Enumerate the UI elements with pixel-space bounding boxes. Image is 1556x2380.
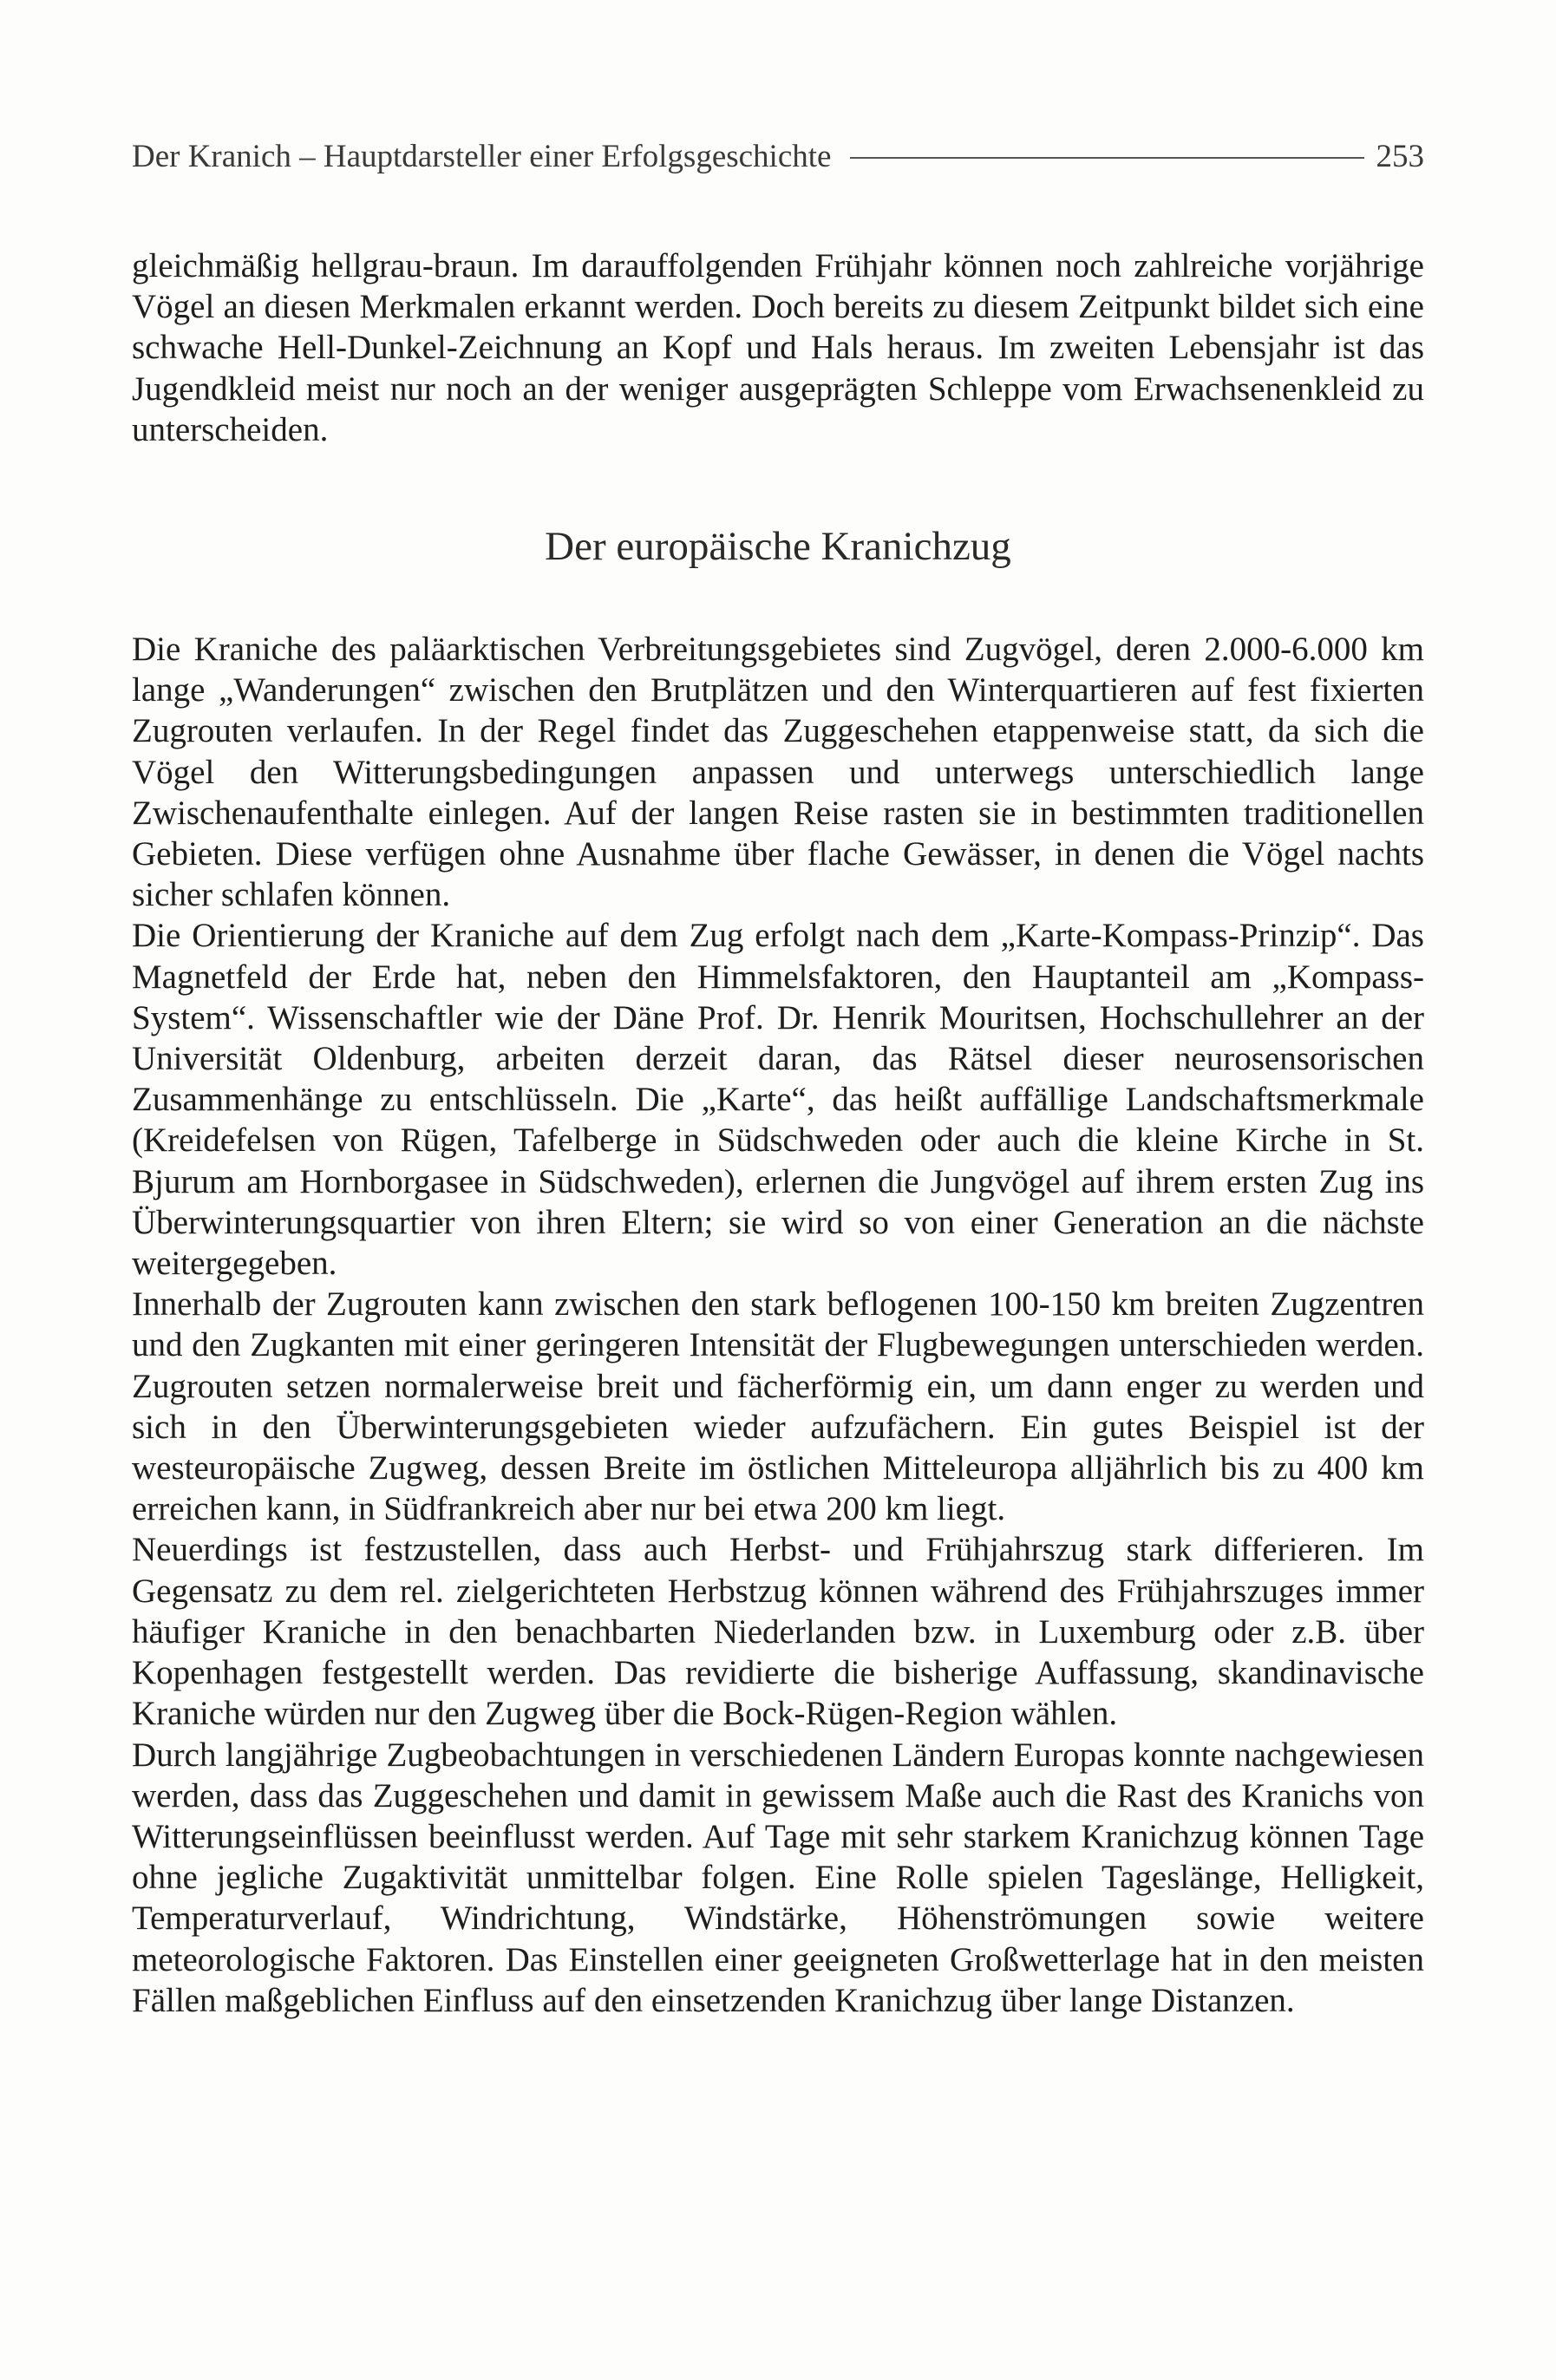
section-heading: Der europäische Kranichzug	[545, 524, 1011, 570]
running-title: Der Kranich – Hauptdarsteller einer Erfolgsgeschichte	[132, 138, 832, 174]
intro-paragraph: gleichmäßig hellgrau-braun. Im darauffolgenden Frühjahr können noch zahlreiche vorjährige Vögel an diesen Merkmalen erkannt werden. Doch bereits zu diesem Zeitpunkt bildet sich eine schwache Hell-Dunkel-Zeichnung an Kopf und Hals heraus. Im zweiten Lebensjahr ist das Jugendkleid meist nur noch an der weniger ausgeprägten Schleppe vom Erwachsenenkleid zu unterscheiden.	[132, 247, 1424, 448]
paragraph-route-structure: Innerhalb der Zugrouten kann zwischen den stark beflogenen 100-150 km breiten Zugzentren und den Zugkanten mit einer geringeren Intensität der Flugbewegungen unterschieden werden. Zugrouten setzen normalerweise breit und fächerförmig ein, um dann enger zu werden und sich in den Überwinterungsgebieten wieder aufzufächern. Ein gutes Beispiel ist der westeuropäische Zugweg, dessen Breite im östlichen Mitteleuropa alljährlich bis zu 400 km erreichen kann, in Südfrankreich aber nur bei etwa 200 km liegt.	[132, 1285, 1424, 1528]
paragraph-orientation: Die Orientierung der Kraniche auf dem Zug erfolgt nach dem „Karte-Kompass-Prinzip“. Das Magnetfeld der Erde hat, neben den Himmelsfaktoren, den Hauptanteil am „Kompass-System“. Wissenschaftler wie der Däne Prof. Dr. Henrik Mouritsen, Hochschullehrer an der Universität Oldenburg, arbeiten derzeit daran, das Rätsel dieser neurosensorischen Zusammenhänge zu entschlüsseln. Die „Karte“, das heißt auffällige Landschaftsmerkmale (Kreidefelsen von Rügen, Tafelberge in Südschweden oder auch die kleine Kirche in St. Bjurum am Hornborgasee in Südschweden), erlernen die Jungvögel auf ihrem ersten Zug ins Überwinterungsquartier von ihren Eltern; sie wird so von einer Generation an die nächste weitergegeben.	[132, 917, 1424, 1283]
paragraph-migration-routes: Die Kraniche des paläarktischen Verbreitungsgebietes sind Zugvögel, deren 2.000-6.000 km lange „Wanderungen“ zwischen den Brutplätzen und den Winterquartieren auf fest fixierten Zugrouten verlaufen. In der Regel findet das Zuggeschehen etappenweise statt, da sich die Vögel den Witterungsbedingungen anpassen und unterwegs unterschiedlich lange Zwischenaufenthalte einlegen. Auf der langen Reise rasten sie in bestimmten traditionellen Gebieten. Diese verfügen ohne Ausnahme über flache Gewässer, in denen die Vögel nachts sicher schlafen können.	[132, 631, 1424, 914]
header-rule	[850, 157, 1363, 159]
page-number: 253	[1376, 138, 1424, 174]
paragraph-autumn-spring: Neuerdings ist festzustellen, dass auch Herbst- und Frühjahrszug stark differieren. Im Gegensatz zu dem rel. zielgerichteten Herbstzug können während des Frühjahrszuges immer häufiger Kraniche in den benachbarten Niederlanden bzw. in Luxemburg oder z.B. über Kopenhagen festgestellt werden. Das revidierte die bisherige Auffassung, skandinavische Kraniche würden nur den Zugweg über die Bock-Rügen-Region wählen.	[132, 1531, 1424, 1733]
running-header	[132, 132, 1424, 180]
body-text	[132, 245, 1424, 2021]
paragraph-weather: Durch langjährige Zugbeobachtungen in verschiedenen Ländern Europas konnte nachgewiesen werden, dass das Zuggeschehen und damit in gewissem Maße auch die Rast des Kranichs von Witterungseinflüssen beeinflusst werden. Auf Tage mit sehr starkem Kranichzug können Tage ohne jegliche Zugaktivität unmittelbar folgen. Eine Rolle spielen Tageslänge, Helligkeit, Temperaturverlauf, Windrichtung, Windstärke, Höhenströmungen sowie weitere meteorologische Faktoren. Das Einstellen einer geeigneten Großwetterlage hat in den meisten Fällen maßgeblichen Einfluss auf den einsetzenden Kranichzug über lange Distanzen.	[132, 1736, 1424, 2019]
